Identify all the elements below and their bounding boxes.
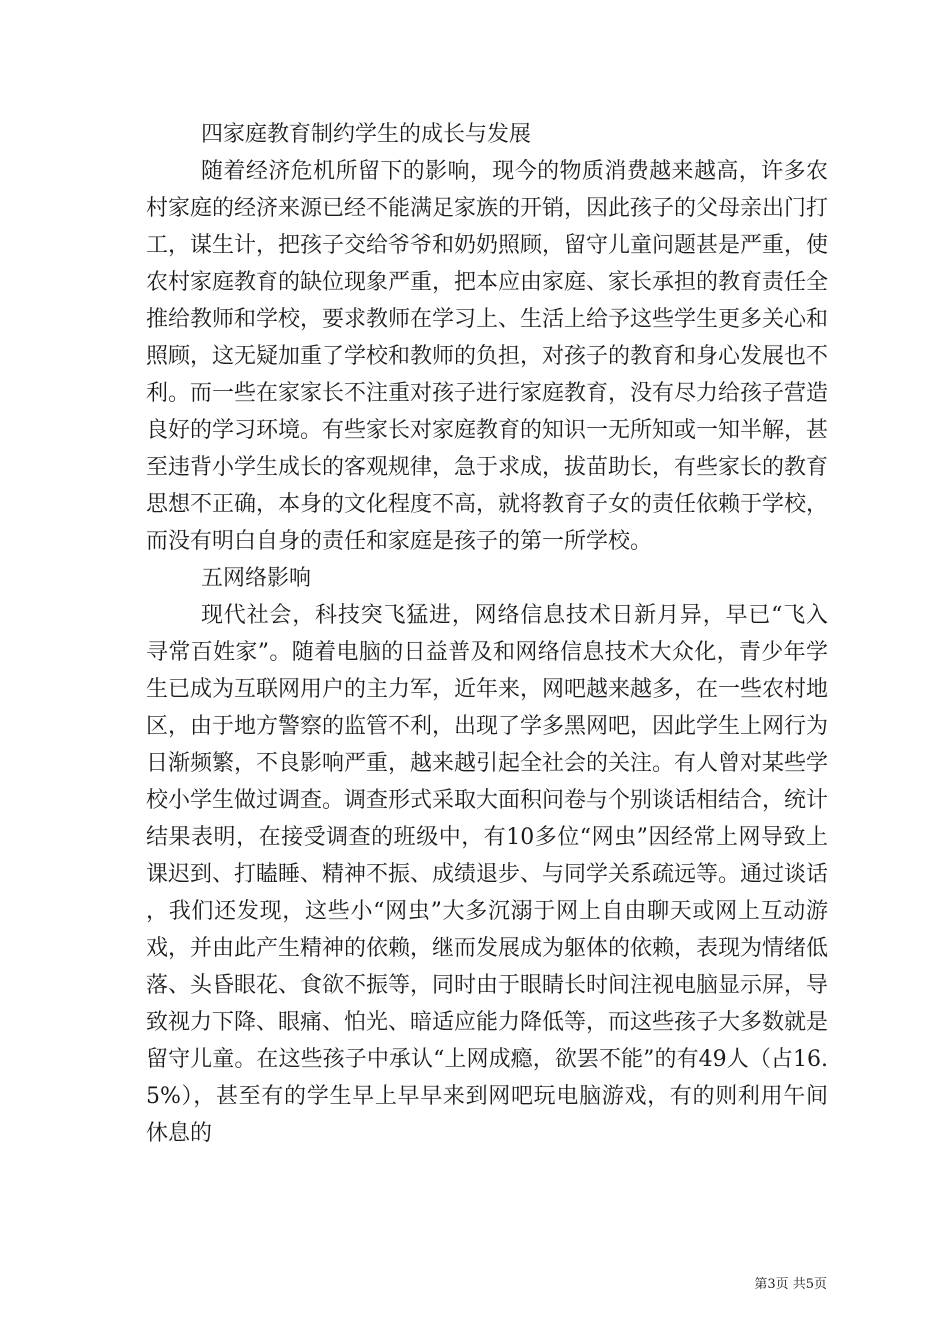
document-body: [146, 116, 828, 1152]
page-number-footer: 第3页 共5页: [754, 1277, 827, 1292]
paragraph-family-education: 随着经济危机所留下的影响，现今的物质消费越来越高，许多农村家庭的经济来源已经不能满足家族的开销，因此孩子的父母亲出门打工，谋生计，把孩子交给爷爷和奶奶照顾，留守儿童问题甚是严重，使农村家庭教育的缺位现象严重，把本应由家庭、家长承担的教育责任全推给教师和学校，要求教师在学习上、生活上给予这些学生更多关心和照顾，这无疑加重了学校和教师的负担，对孩子的教育和身心发展也不利。而一些在家家长不注重对孩子进行家庭教育，没有尽力给孩子营造良好的学习环境。有些家长对家庭教育的知识一无所知或一知半解，甚至违背小学生成长的客观规律，急于求成，拔苗助长，有些家长的教育思想不正确，本身的文化程度不高，就将教育子女的责任依赖于学校，而没有明白自身的责任和家庭是孩子的第一所学校。: [146, 159, 829, 554]
section-heading-family-education: 四家庭教育制约学生的成长与发展: [201, 122, 532, 147]
section-heading-network-influence: 五网络影响: [201, 566, 312, 591]
paragraph-network-influence: 现代社会，科技突飞猛进，网络信息技术日新月异，早已“飞入寻常百姓家”。随着电脑的日益普及和网络信息技术大众化，青少年学生已成为互联网用户的主力军，近年来，网吧越来越多，在一些农村地区，由于地方警察的监管不利，出现了学多黑网吧，因此学生上网行为日渐频繁，不良影响严重，越来越引起全社会的关注。有人曾对某些学校小学生做过调查。调查形式采取大面积问卷与个别谈话相结合，统计结果表明，在接受调查的班级中，有10多位“网虫”因经常上网导致上课迟到、打瞌睡、精神不振、成绩退步、与同学关系疏远等。通过谈话，我们还发现，这些小“网虫”大多沉溺于网上自由聊天或网上互动游戏，并由此产生精神的依赖，继而发展成为躯体的依赖，表现为情绪低落、头昏眼花、食欲不振等，同时由于眼睛长时间注视电脑显示屏，导致视力下降、眼痛、怕光、暗适应能力降低等，而这些孩子大多数就是留守儿童。在这些孩子中承认“上网成瘾，欲罢不能”的有49人（占16.5%），甚至有的学生早上早早来到网吧玩电脑游戏，有的则利用午间休息的: [146, 603, 829, 1146]
